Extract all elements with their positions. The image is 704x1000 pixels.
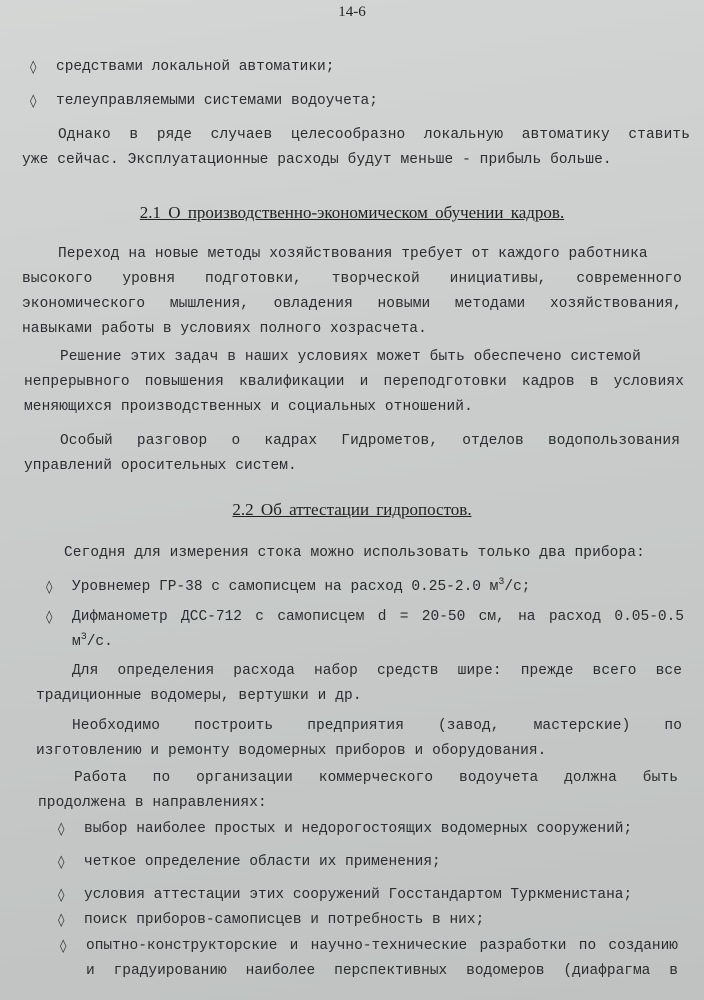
list-item-text: условия аттестации этих сооружений Госстандартом Туркменистана; [84, 887, 633, 903]
diamond-bullet-icon: ◊ [46, 580, 53, 595]
paragraph-21b [24, 345, 684, 420]
paragraph-22b [36, 659, 682, 709]
diamond-bullet-icon: ◊ [30, 94, 37, 109]
paragraph-line: управлений оросительных систем. [24, 458, 297, 474]
list-item-text: Дифманометр ДСС-712 с самописцем d = 20-50 см, на расход 0.05-0.5 [72, 609, 684, 625]
list-item-text: четкое определение области их применения; [84, 854, 441, 870]
list-item-text: и градуированию наиболее перспективных водомеров (диафрагма в [86, 963, 678, 979]
paragraph-line: экономического мышления, овладения новыми методами хозяйствования, [22, 296, 682, 312]
paragraph-line: Особый разговор о кадрах Гидрометов, отделов водопользования [60, 433, 680, 449]
paragraph-22d [38, 766, 678, 816]
list-item-text: выбор наиболее простых и недорогостоящих водомерных сооружений; [84, 821, 633, 837]
list-item [30, 55, 335, 80]
list-item [60, 934, 678, 984]
paragraph-line: Необходимо построить предприятия (завод, мастерские) по [72, 718, 682, 734]
diamond-bullet-icon: ◊ [58, 822, 65, 837]
unit-text: м [72, 634, 81, 650]
list-item-text: опытно-конструкторские и научно-технические разработки по созданию [86, 938, 678, 954]
list-item [58, 908, 485, 933]
diamond-bullet-icon: ◊ [60, 939, 67, 954]
list-item [46, 575, 682, 600]
diamond-bullet-icon: ◊ [58, 855, 65, 870]
list-item [58, 850, 441, 875]
paragraph-22c [36, 714, 682, 764]
paragraph-line: традиционные водомеры, вертушки и др. [36, 688, 362, 704]
paragraph-line: Переход на новые методы хозяйствования требует от каждого работника [58, 246, 648, 262]
paragraph-line: Однако в ряде случаев целесообразно локальную автоматику ставить [58, 127, 690, 143]
list-item-text: средствами локальной автоматики; [56, 59, 335, 75]
list-item [58, 817, 633, 842]
page-number: 14-6 [338, 4, 366, 20]
list-item [58, 883, 633, 908]
unit-text: /с; [504, 579, 531, 595]
list-item-text: Уровнемер ГР-38 с самописцем на расход 0.25-2.0 м [72, 579, 499, 595]
list-item-text: телеуправляемыми системами водоучета; [56, 93, 378, 109]
paragraph-line: высокого уровня подготовки, творческой инициативы, современного [22, 271, 682, 287]
paragraph-line: изготовлению и ремонту водомерных приборов и оборудования. [36, 743, 547, 759]
superscript: 3 [80, 632, 87, 644]
paragraph-line: продолжена в направлениях: [38, 795, 267, 811]
paragraph-line: уже сейчас. Эксплуатационные расходы будут меньше - прибыль больше. [22, 152, 612, 168]
section-heading-2-2: 2.2 Об аттестации гидропостов. [232, 500, 472, 519]
section-heading-2-1: 2.1 О производственно-экономическом обучении кадров. [139, 203, 565, 222]
paragraph-line: Работа по организации коммерческого водоучета должна быть [74, 770, 678, 786]
paragraph-line: Для определения расхода набор средств шире: прежде всего все [72, 663, 682, 679]
paragraph-line: Решение этих задач в наших условиях может быть обеспечено системой [60, 349, 641, 365]
superscript: 3 [498, 577, 505, 589]
paragraph-22a: Сегодня для измерения стока можно использовать только два прибора: [64, 545, 645, 561]
paragraph-intro [22, 123, 690, 173]
paragraph-line: навыками работы в условиях полного хозрасчета. [22, 321, 427, 337]
list-item-text: поиск приборов-самописцев и потребность в них; [84, 912, 485, 928]
diamond-bullet-icon: ◊ [58, 888, 65, 903]
unit-text: /с. [86, 634, 113, 650]
diamond-bullet-icon: ◊ [46, 610, 53, 625]
paragraph-21a [22, 242, 682, 342]
paragraph-21c [24, 429, 680, 479]
list-item [46, 605, 684, 655]
diamond-bullet-icon: ◊ [58, 913, 65, 928]
list-item [30, 89, 378, 114]
paragraph-line: непрерывного повышения квалификации и переподготовки кадров в условиях [24, 374, 684, 390]
diamond-bullet-icon: ◊ [30, 60, 37, 75]
paragraph-line: меняющихся производственных и социальных отношений. [24, 399, 473, 415]
